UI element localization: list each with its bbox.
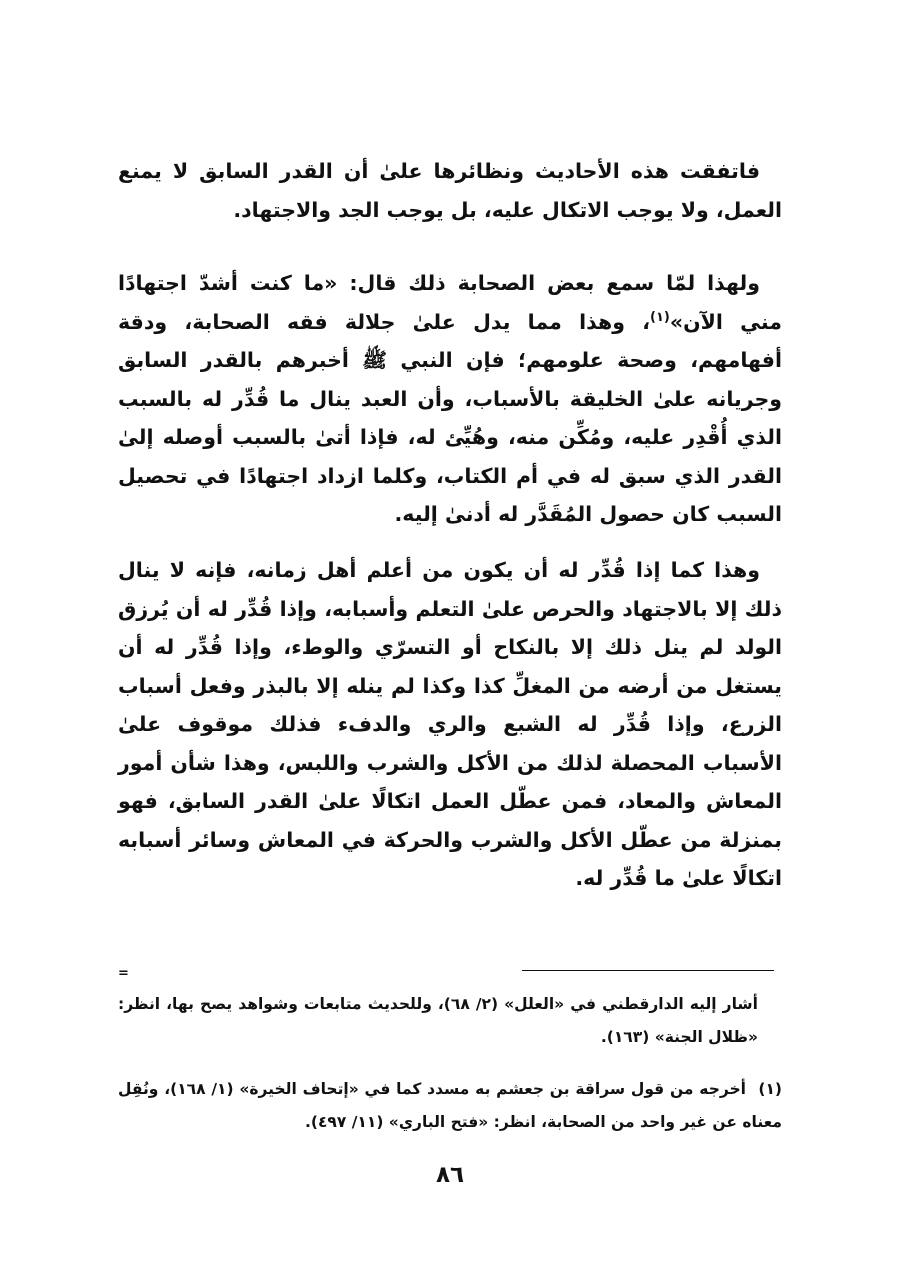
footnote-1 [118, 1073, 782, 1139]
footnote-reference-1[interactable]: (١) [650, 309, 670, 325]
paragraph-2-text-start: ولهذا لمّا سمع بعض الصحابة ذلك قال: «ما كنت أشدّ اجتهادًا مني الآن» [118, 271, 782, 334]
paragraph-2 [118, 264, 782, 534]
paragraph-1 [118, 152, 782, 229]
footnote-1-text: أخرجه من قول سراقة بن جعشم به مسدد كما في «إتحاف الخيرة» (١/ ١٦٨)، ونُقِل معناه عن غير واحد من الصحابة، انظر: «فتح الباري» (١١/ ٤٩٧). [118, 1080, 782, 1131]
footnote-1-number: (١) [758, 1080, 782, 1098]
paragraph-3-text: وهذا كما إذا قُدِّر له أن يكون من أعلم أهل زمانه، فإنه لا ينال ذلك إلا بالاجتهاد والحرص علىٰ التعلم وأسبابه، وإذا قُدِّر له أن يُرزق الولد لم ينل ذلك إلا بالنكاح أو التسرّي والوطء، وإذا قُدِّر له أن يستغل من أرضه من المغلِّ كذا وكذا لم ينله إلا بالبذر وفعل أسباب الزرع، وإذا قُدِّر له الشبع والري والدفء فذلك موقوف علىٰ الأسباب المحصلة لذلك من الأكل والشرب واللبس، وهذا شأن أمور المعاش والمعاد، فمن عطّل العمل اتكالًا علىٰ القدر السابق، فهو بمنزلة من عطّل الأكل والشرب والحركة في المعاش وسائر أسبابه اتكالًا علىٰ ما قُدِّر له. [118, 558, 782, 890]
footnote-continuation-mark: = [118, 966, 129, 981]
book-page [118, 0, 782, 1271]
page-number: ٨٦ [435, 1162, 465, 1188]
footnote-continuation: أشار إليه الدارقطني في «العلل» (٢/ ٦٨)، وللحديث متابعات وشواهد يصح بها، انظر: «ظلال الجنة» (١٦٣). [118, 995, 758, 1046]
paragraph-1-text: فاتفقت هذه الأحاديث ونظائرها علىٰ أن القدر السابق لا يمنع العمل، ولا يوجب الاتكال عليه، بل يوجب الجد والاجتهاد. [118, 159, 782, 222]
footnote-separator [522, 970, 774, 971]
paragraph-2-text-rest: ، وهذا مما يدل علىٰ جلالة فقه الصحابة، ودقة أفهامهم، وصحة علومهم؛ فإن النبي ﷺ أخبرهم بالقدر السابق وجريانه علىٰ الخليقة بالأسباب، وأن العبد ينال ما قُدِّر له بالسبب الذي أُقْدِر عليه، ومُكِّن منه، وهُيِّئ له، فإذا أتىٰ بالسبب أوصله إلىٰ القدر الذي سبق له في أم الكتاب، وكلما ازداد اجتهادًا في تحصيل السبب كان حصول المُقَدَّر له أدنىٰ إليه. [118, 309, 782, 526]
paragraph-3 [118, 551, 782, 898]
